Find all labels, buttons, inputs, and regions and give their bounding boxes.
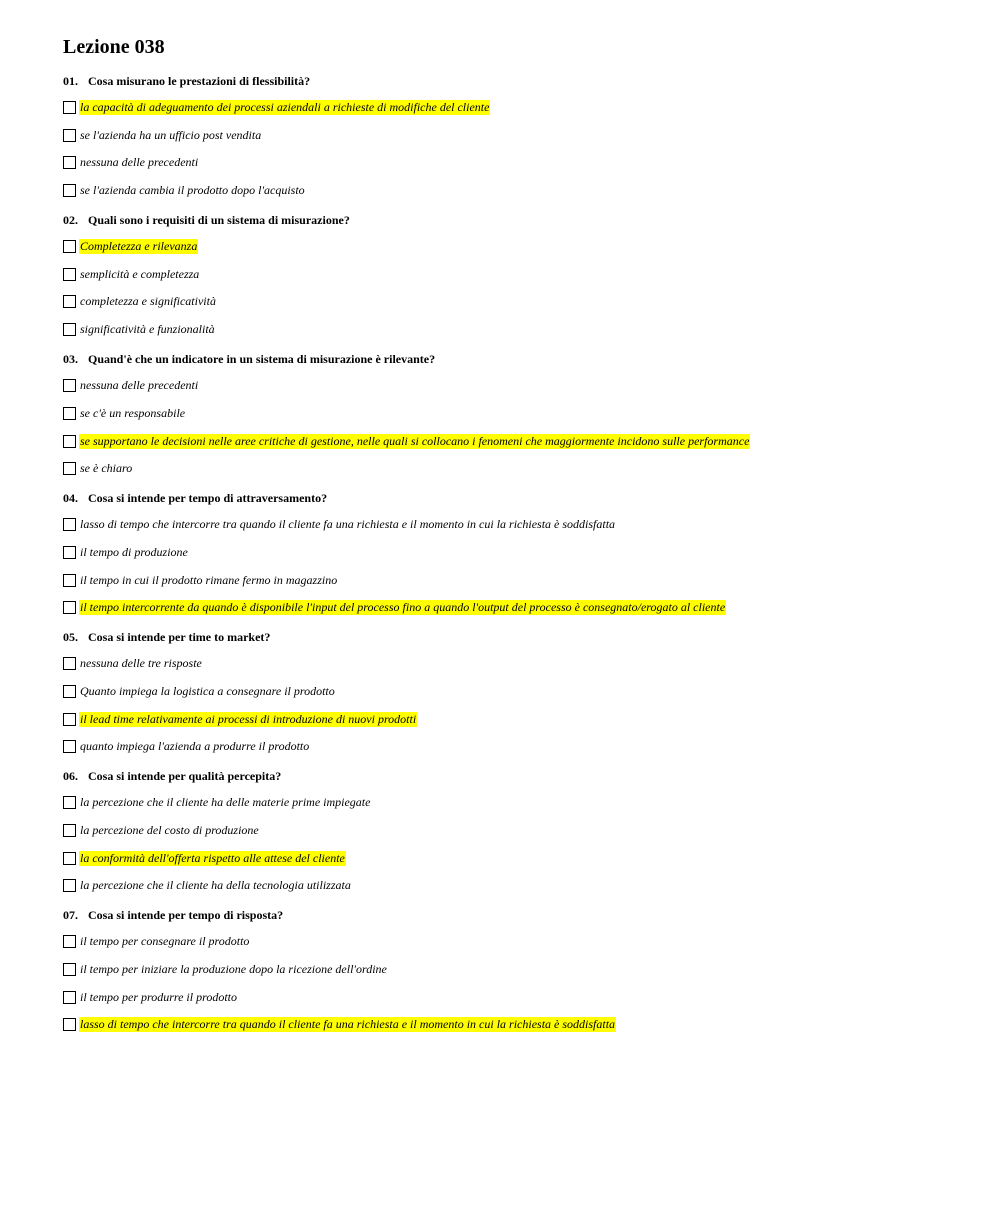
question-heading bbox=[63, 73, 963, 89]
answer-text: Quanto impiega la logistica a consegnare il prodotto bbox=[80, 683, 335, 698]
answer-option bbox=[63, 154, 963, 171]
answer-option bbox=[63, 321, 963, 338]
question-number: 06. bbox=[63, 769, 78, 784]
answer-text: il tempo per produrre il prodotto bbox=[80, 989, 237, 1004]
answer-text: il tempo di produzione bbox=[80, 544, 188, 559]
answer-text: la percezione che il cliente ha della tecnologia utilizzata bbox=[80, 878, 351, 893]
checkbox-icon[interactable] bbox=[63, 295, 76, 308]
checkbox-icon[interactable] bbox=[63, 518, 76, 531]
checkbox-icon[interactable] bbox=[63, 824, 76, 837]
question-text: Cosa si intende per time to market? bbox=[88, 630, 271, 645]
question-number: 02. bbox=[63, 213, 78, 228]
answer-text: semplicità e completezza bbox=[80, 266, 200, 281]
answer-option bbox=[63, 877, 963, 894]
question-list bbox=[63, 73, 963, 1033]
answer-text: se l'azienda cambia il prodotto dopo l'acquisto bbox=[80, 183, 305, 198]
answer-option bbox=[63, 961, 963, 978]
answer-text: il tempo per iniziare la produzione dopo la ricezione dell'ordine bbox=[80, 962, 387, 977]
answer-option bbox=[63, 266, 963, 283]
answer-option bbox=[63, 738, 963, 755]
question-block bbox=[63, 490, 963, 616]
answer-text-correct: la capacità di adeguamento dei processi aziendali a richieste di modifiche del cliente bbox=[80, 100, 490, 114]
answer-text: significatività e funzionalità bbox=[80, 322, 215, 337]
answer-text: nessuna delle tre risposte bbox=[80, 656, 202, 671]
question-number: 05. bbox=[63, 630, 78, 645]
question-block bbox=[63, 629, 963, 755]
checkbox-icon[interactable] bbox=[63, 156, 76, 169]
question-block bbox=[63, 768, 963, 894]
answer-text: la percezione che il cliente ha delle materie prime impiegate bbox=[80, 795, 371, 810]
question-block bbox=[63, 351, 963, 477]
answer-option bbox=[63, 711, 963, 728]
question-heading bbox=[63, 768, 963, 784]
checkbox-icon[interactable] bbox=[63, 935, 76, 948]
answer-option bbox=[63, 182, 963, 199]
question-text: Quali sono i requisiti di un sistema di misurazione? bbox=[88, 213, 350, 228]
answer-text-correct: Completezza e rilevanza bbox=[80, 239, 198, 254]
answer-option bbox=[63, 516, 963, 533]
question-text: Cosa si intende per tempo di risposta? bbox=[88, 908, 284, 923]
checkbox-icon[interactable] bbox=[63, 184, 76, 197]
answer-option bbox=[63, 99, 963, 116]
answer-option bbox=[63, 127, 963, 144]
answer-text: se l'azienda ha un ufficio post vendita bbox=[80, 127, 262, 142]
checkbox-icon[interactable] bbox=[63, 379, 76, 392]
answer-text-correct: il tempo intercorrente da quando è disponibile l'input del processo fino a quando l'output del processo è consegnato/erogato al cliente bbox=[80, 600, 726, 615]
answer-text-correct: la conformità dell'offerta rispetto alle attese del cliente bbox=[80, 850, 345, 865]
answer-option bbox=[63, 238, 963, 255]
answer-option bbox=[63, 655, 963, 672]
checkbox-icon[interactable] bbox=[63, 268, 76, 281]
question-number: 03. bbox=[63, 352, 78, 367]
answer-text: la percezione del costo di produzione bbox=[80, 823, 259, 837]
answer-text: se c'è un responsabile bbox=[80, 405, 186, 420]
answer-text-correct: il lead time relativamente ai processi di introduzione di nuovi prodotti bbox=[80, 711, 417, 726]
answer-text: nessuna delle precedenti bbox=[80, 155, 199, 170]
answer-text: il tempo per consegnare il prodotto bbox=[80, 934, 250, 949]
question-block bbox=[63, 907, 963, 1033]
checkbox-icon[interactable] bbox=[63, 240, 76, 253]
checkbox-icon[interactable] bbox=[63, 574, 76, 587]
question-text: Cosa misurano le prestazioni di flessibilità? bbox=[88, 74, 311, 88]
checkbox-icon[interactable] bbox=[63, 685, 76, 698]
checkbox-icon[interactable] bbox=[63, 1018, 76, 1031]
answer-option bbox=[63, 377, 963, 394]
checkbox-icon[interactable] bbox=[63, 852, 76, 865]
checkbox-icon[interactable] bbox=[63, 601, 76, 614]
answer-option bbox=[63, 850, 963, 867]
question-text: Quand'è che un indicatore in un sistema di misurazione è rilevante? bbox=[88, 352, 436, 367]
answer-option bbox=[63, 460, 963, 477]
checkbox-icon[interactable] bbox=[63, 713, 76, 726]
answer-text: nessuna delle precedenti bbox=[80, 378, 199, 393]
answer-text: quanto impiega l'azienda a produrre il prodotto bbox=[80, 739, 310, 754]
question-number: 01. bbox=[63, 74, 78, 88]
checkbox-icon[interactable] bbox=[63, 462, 76, 475]
answer-option bbox=[63, 599, 963, 616]
answer-text-correct: lasso di tempo che intercorre tra quando il cliente fa una richiesta e il momento in cui la richiesta è soddisfatta bbox=[80, 1017, 616, 1032]
checkbox-icon[interactable] bbox=[63, 101, 76, 114]
question-heading bbox=[63, 629, 963, 645]
checkbox-icon[interactable] bbox=[63, 963, 76, 976]
question-number: 07. bbox=[63, 908, 78, 923]
answer-option bbox=[63, 293, 963, 310]
checkbox-icon[interactable] bbox=[63, 740, 76, 753]
answer-option bbox=[63, 572, 963, 589]
answer-option bbox=[63, 405, 963, 422]
quiz-page bbox=[63, 34, 963, 1046]
checkbox-icon[interactable] bbox=[63, 991, 76, 1004]
answer-text-correct: se supportano le decisioni nelle aree critiche di gestione, nelle quali si collocano i fenomeni che maggiormente incidono sulle performance bbox=[80, 433, 750, 448]
question-block bbox=[63, 212, 963, 338]
answer-text: se è chiaro bbox=[80, 461, 133, 476]
question-text: Cosa si intende per tempo di attraversamento? bbox=[88, 491, 328, 506]
answer-text: il tempo in cui il prodotto rimane fermo in magazzino bbox=[80, 572, 338, 587]
checkbox-icon[interactable] bbox=[63, 323, 76, 336]
checkbox-icon[interactable] bbox=[63, 657, 76, 670]
checkbox-icon[interactable] bbox=[63, 796, 76, 809]
answer-text: lasso di tempo che intercorre tra quando il cliente fa una richiesta e il momento in cui la richiesta è soddisfatta bbox=[80, 517, 616, 532]
question-heading bbox=[63, 490, 963, 506]
answer-option bbox=[63, 989, 963, 1006]
checkbox-icon[interactable] bbox=[63, 435, 76, 448]
answer-text: completezza e significatività bbox=[80, 294, 216, 309]
checkbox-icon[interactable] bbox=[63, 879, 76, 892]
answer-option bbox=[63, 683, 963, 700]
question-heading bbox=[63, 212, 963, 228]
question-heading bbox=[63, 907, 963, 923]
checkbox-icon[interactable] bbox=[63, 546, 76, 559]
question-heading bbox=[63, 351, 963, 367]
page-title: Lezione 038 bbox=[63, 36, 165, 58]
answer-option bbox=[63, 822, 963, 839]
answer-option bbox=[63, 933, 963, 950]
answer-option bbox=[63, 1016, 963, 1033]
answer-option bbox=[63, 433, 963, 450]
answer-option bbox=[63, 794, 963, 811]
checkbox-icon[interactable] bbox=[63, 129, 76, 142]
checkbox-icon[interactable] bbox=[63, 407, 76, 420]
question-number: 04. bbox=[63, 491, 78, 506]
question-text: Cosa si intende per qualità percepita? bbox=[88, 769, 282, 784]
question-block bbox=[63, 73, 963, 199]
answer-option bbox=[63, 544, 963, 561]
